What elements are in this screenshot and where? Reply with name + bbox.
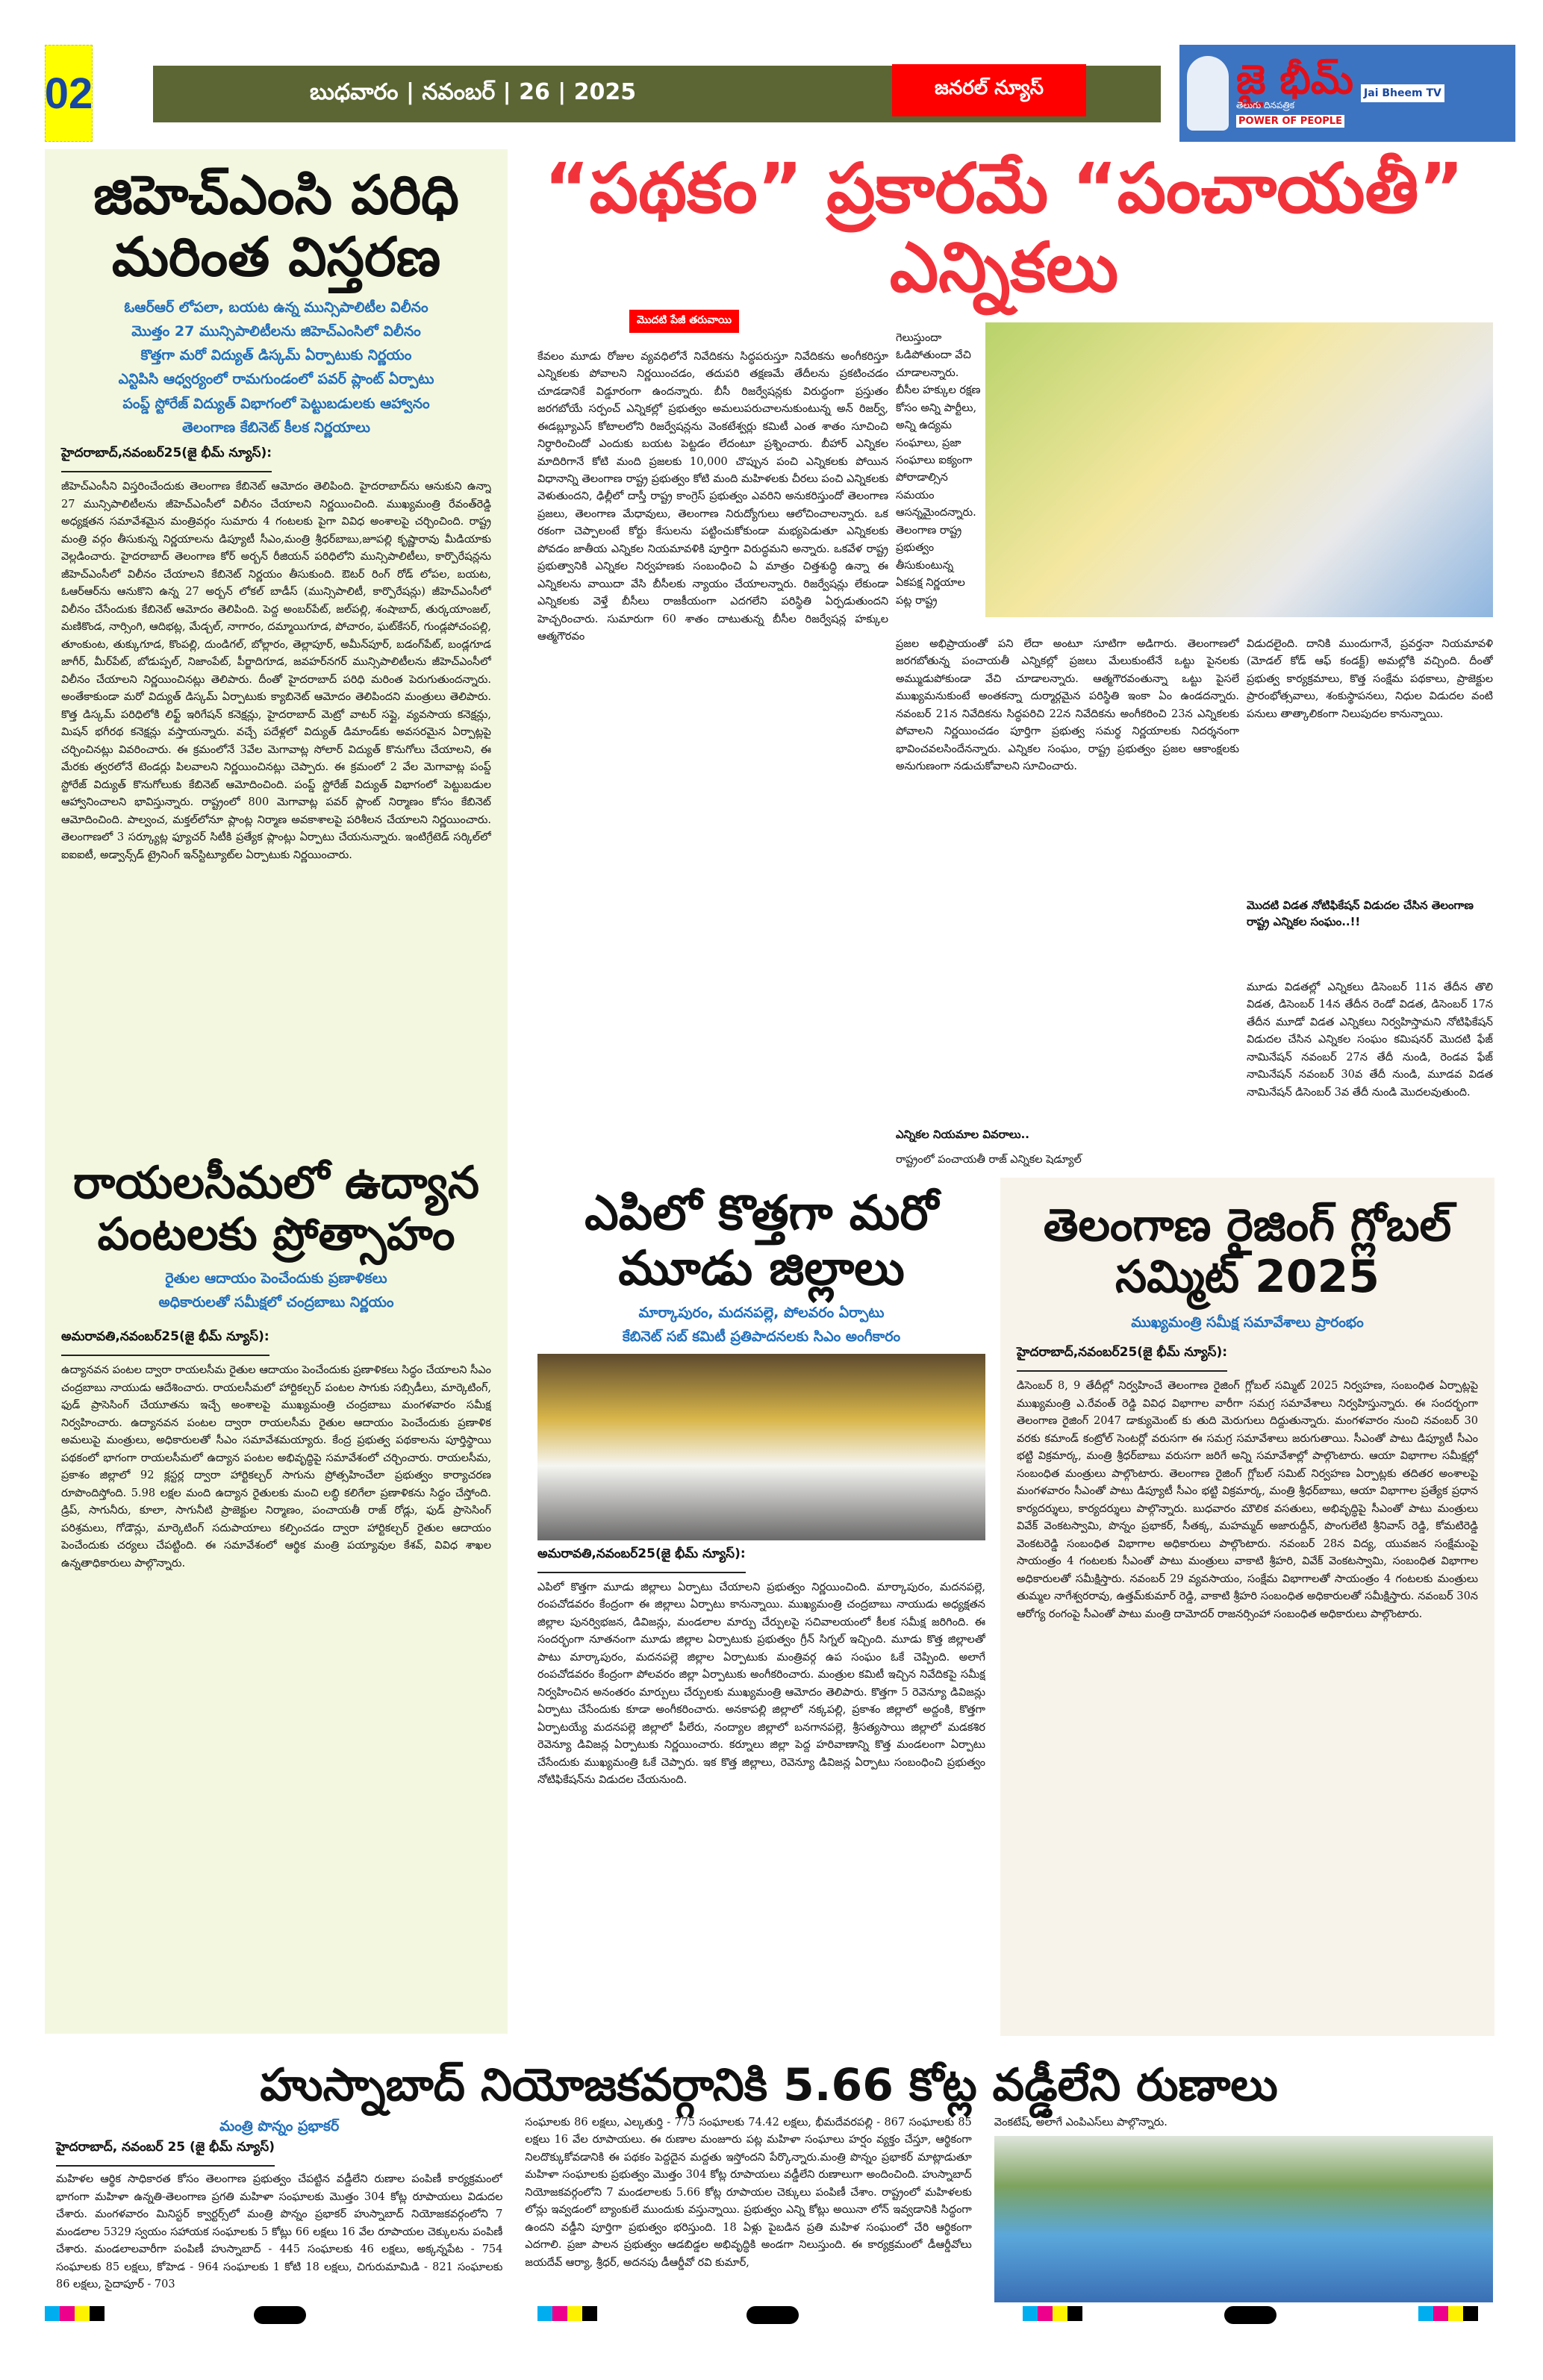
logo-sub: తెలుగు దినపత్రిక — [1236, 100, 1295, 110]
header-bar — [153, 66, 1161, 122]
loans-headline: హుస్నాబాద్ నియోజకవర్గానికి 5.66 కోట్ల వడ్డీలేని రుణాలు — [260, 2059, 1278, 2111]
rayalaseema-sub: రైతుల ఆదాయం పెంచేందుకు ప్రణాళికలు — [165, 1269, 387, 1287]
issue-date: బుధవారం | నవంబర్ | 26 | 2025 — [310, 79, 637, 105]
section-label: జనరల్ న్యూస్ — [892, 64, 1086, 116]
logo-tagline: POWER OF PEOPLE — [1236, 115, 1344, 128]
ghmc-dateline: హైదరాబాద్,నవంబర్25(జై భీమ్ న్యూస్): — [61, 446, 272, 472]
rayalaseema-sub: అధికారులతో సమీక్షలో చంద్రబాబు నిర్ణయం — [158, 1294, 394, 1311]
color-registration-marks — [1418, 2306, 1478, 2321]
ap-headline: ఎపిలో కొత్తగా మరో మూడు జిల్లాలు — [585, 1186, 938, 1296]
page-number: 02 — [45, 45, 93, 142]
shg-cheque-photo — [994, 2136, 1493, 2302]
lead-body: కేవలం మూడు రోజుల వ్యవధిలోనే నివేదికను సిద్ధపరుస్తూ నివేదికను అంగీకరిస్తూ ఎన్నికలకు పోవాలని నిర్ణయించడం, తదుపరి తక్షణమే తేదీలను ప్రకటించడం చూడడానికే విడ్డూరంగా ఉందన్నారు. బీసీ రిజర్వేషన్లకు విరుద్ధంగా ప్రస్తుతం జరగబోయే సర్పంచ్ ఎన్నికల్లో ప్రభుత్వం అమలుపరుచాలనుకుంటున్న అన్ రిజర్వ్, ఈడబ్ల్యూఎస్ కోటాలలోని రిజర్వేషన్లను వెంకటేశ్వర్లు కమిటీ ఎంత శాతం సూచించి నిర్ధారించిందో ఎందుకు బయట పెట్టడం లేదంటూ ప్రశ్నించారు. బీహార్ ఎన్నికల మాదిరిగానే కోటి మంది ప్రజలకు 10,000 చొప్పున పంచి ఎన్నికలకు పోయిన విధానాన్ని తెలంగాణ రాష్ట్ర ప్రభుత్వం కోటి మంది మహిళలకు చీరలు పంచి ఎన్నికలకు వెళుతుందని, ఢిల్లీలో దాస్తీ రాష్ట్ర కాంగ్రెస్ ప్రభుత్వం ఎవరిని అనుకరిస్తుందో తెలంగాణ ప్రజలు, తెలంగాణ మేధావులు, తెలంగాణ నిరుద్యోగులు ఆలోచించాలన్నారు. ఒక రకంగా చెప్పాలంటే కోర్టు కేసులను పట్టించుకోకుండా మభ్యపెడుతూ ఎన్నికలకు పోవడం జాతీయ ఎన్నికల నియమావళికి పూర్తిగా విరుద్ధమని అన్నారు. ఒకవేళ రాష్ట్ర ప్రభుత్వానికి ఎన్నికల నిర్వహణకు సంబంధించి ఏ మాత్రం చిత్తశుద్ధి ఉన్నా ఈ ఎన్నికలను వాయిదా వేసి బీసీలకు న్యాయం చేయాలన్నారు. రిజర్వేషన్లు లేకుండా ఎన్నికలకు వెళ్తే బీసీలు రాజకీయంగా ఎదగలేని పరిస్థితి ఏర్పడుతుందని హెచ్చరించారు. సుమారుగా 60 శాతం దాటుతున్న బీసీల రిజర్వేషన్ల హక్కుల ఆత్మగౌరవం — [537, 350, 888, 643]
continued-tag: మొదటి పేజీ తరువాయి — [629, 310, 739, 333]
lead-side: గెలుస్తుందా ఓడిపోతుందా వేచి చూడాలన్నారు. బీసీల హక్కుల రక్షణ కోసం అన్ని పార్టీలు, అన్ని ఉద్యమ సంఘాలు, ప్రజా సంఘాలు ఐక్యంగా పోరాడాల్సిన సమయం ఆసన్నమైందన్నారు. తెలంగాణ రాష్ట్ర ప్రభుత్వం తీసుకుంటున్న ఏకపక్ష నిర్ణయాల పట్ల రాష్ట్ర — [896, 331, 981, 607]
lead-right3: మూడు విడతల్లో ఎన్నికలు డిసెంబర్ 11న తేదీన తొలి విడత, డిసెంబర్ 14న తేదీన రెండో విడత, డిసెంబర్ 17న తేదీన మూడో విడత ఎన్నికలు నిర్వహిస్తామని నోటిఫికేషన్ విడుదల చేసిన ఎన్నికల సంఘం కమిషనర్ మొదటి ఫేజ్ నామినేషన్ నవంబర్ 27న తేదీ నుండి, రెండవ ఫేజ్ నామినేషన్ నవంబర్ 30వ తేదీ నుండి, మూడవ విడత నామినేషన్ డిసెంబర్ 3వ తేదీ నుండి మొదలవుతుంది. — [1247, 981, 1493, 1099]
color-registration-marks — [45, 2306, 105, 2321]
ap-dateline: అమరావతి,నవంబర్25(జై భీమ్ న్యూస్): — [537, 1546, 746, 1573]
logo-name: జై భీమ్ — [1236, 56, 1354, 103]
summit-dateline: హైదరాబాద్,నవంబర్25(జై భీమ్ న్యూస్): — [1017, 1345, 1227, 1372]
lead-right: ప్రజల అభిప్రాయంతో పని లేదా అంటూ సూటిగా అడిగారు. తెలంగాణలో జరగబోతున్న పంచాయతీ ఎన్నికల్లో ప్రజలు మేలుకుంటేనే ఒట్టు పైనలకు అమ్ముడుపోకుండా వేచి చూడాలన్నారు. ఆత్మగౌరవంతున్నా ఒట్టు పైసలే ముఖ్యమనుకుంటే అంతకన్నా దుర్మార్గమైన పరిస్థితి ఇంకా ఏం ఉండదన్నారు. నవంబర్ 21న నివేదికను సిద్ధపరిచి 22న నివేదికను అంగీకరించి 23న ఎన్నికలకు పోవాలని నిర్ణయించడం పూర్తిగా ప్రభుత్వ సమర్థ నిర్ణయాలకు నిదర్శనంగా భావించవలసిందేనన్నారు. ఎన్నికల సంఘం, రాష్ట్ర ప్రభుత్వం ప్రజల ఆకాంక్షలకు అనుగుణంగా నడుచుకోవాలని సూచించారు. — [896, 637, 1239, 772]
tv-logo: Jai Bheem TV — [1361, 84, 1444, 102]
registration-pill — [746, 2306, 799, 2324]
registration-pill — [1224, 2306, 1277, 2324]
lead-columns — [515, 307, 1493, 1172]
ghmc-body: జీహెచ్ఎంసీని విస్తరించేందుకు తెలంగాణ కేబినెట్ ఆమోదం తెలిపింది. హైదరాబాద్‌ను ఆనుకుని ఉన్నా 27 మున్సిపాలిటీలను జీహెచ్ఎంసీలో విలీనం చేయాలని నిర్ణయించింది. ముఖ్యమంత్రి రేవంత్‌రెడ్డి అధ్యక్షతన సమావేశమైన మంత్రివర్గం సుమారు 4 గంటలకు పైగా వివిధ అంశాలపై చర్చించింది. రాష్ట్ర మంత్రి వర్గం తీసుకున్న నిర్ణయాలను డిప్యూటీ సీఎం,మంత్రి శ్రీధర్‌బాబు,జూపల్లి కృష్ణారావు మీడియాకు వెల్లడించారు. హైదరాబాద్ తెలంగాణ కోర్ అర్బన్ రీజియన్ పరిధిలోని మున్సిపాలిటీలు, కార్పొరేషన్లను జీహెచ్ఎంసీలో విలీనం చేయాలని కేబినెట్ నిర్ణయం తీసుకుంది. ఔటర్ రింగ్ రోడ్ లోపల, బయట, ఓఆర్ఆర్‌ను ఆనుకొని ఉన్న 27 అర్బన్ లోకల్ బాడీస్ (మున్సిపాలిటీ, కార్పొరేషన్లు) జీహెచ్ఎంసీలో విలీనం చేసేందుకు కేబినెట్ ఆమోదం తెలిపింది. పెద్ద అంబర్‌పేట్, జల్‌పల్లి, శంషాబాద్, తుర్కయాంజల్, మణికొండ, నార్సింగి, ఆదిభట్ల, మేడ్చల్, నాగారం, దమ్మాయిగూడ, పోచారం, ఘట్‌కేసర్, గుండ్లపోచంపల్లి, తూంకుంట, తుక్కుగూడ, కొంపల్లి, దుండిగల్, బోల్లారం, తెల్లాపూర్, అమీన్‌పూర్, బడంగ్‌పేట్, బండ్లగూడ జాగీర్, మీర్‌పేట్, బోడుప్పల్, నిజాంపేట్, పీర్జాదిగూడ, జవహర్‌నగర్ మున్సిపాలిటీలను జీహెచ్ఎంసీలో విలీనం చేయాలని నిర్ణయించినట్లు తెలిపారు. దీంతో హైదరాబాద్ పరిధి మరింత పెరుగుతుందన్నారు. అంతేకాకుండా మరో విద్యుత్ డిస్కమ్ ఏర్పాటుకు క్యాబినెట్ ఆమోదం తెలిపిందని మంత్రులు తెలిపారు. కొత్త డిస్కమ్ పరిధిలోకి లిఫ్ట్ ఇరిగేషన్ కనెక్షన్లు, హైదరాబాద్ మెట్రో వాటర్ సప్లై, వ్యవసాయ కనెక్షన్లు, మిషన్ భగీరథ కనెక్షన్లు వస్తాయన్నారు. వచ్చే పదేళ్లలో విద్యుత్ డిమాండ్‌కు అవసరమైన ఏర్పాట్లపై చర్చించినట్లు వివరించారు. ఈ క్రమంలోనే 3వేల మెగావాట్ల సోలార్ విద్యుత్ కొనుగోలు చేయాలని, ఈ మేరకు త్వరలోనే టెండర్లు పిలవాలని నిర్ణయించినట్లు చెప్పారు. ఈ క్రమంలో 2 వేల మెగావాట్ల పంప్డ్ స్టోరేజ్ విద్యుత్ కొనుగోలుకు కేబినెట్ ఆమోదించింది. పంప్డ్ స్టోరేజ్ విద్యుత్ విభాగంలో పెట్టుబడుల ఆహ్వానించాలని భావిస్తున్నారు. రాష్ట్రంలో 800 మెగావాట్ల పవర్ ప్లాంట్ నిర్మాణం కోసం కేబినెట్ ఆమోదించింది. పాల్వంచ, మక్తల్‌లోనూ ప్లాంట్ల నిర్మాణ అవకాశాలపై పరిశీలన చేయాలని నిర్ణయించారు. తెలంగాణలో 3 సర్క్యూట్ల ఫ్యూచర్ సిటీకి ప్రత్యేక ప్లాంట్లు ఏర్పాటు చేయనున్నారు. ఇంటిగ్రేటెడ్ సర్కిల్‌లో ఐఐఐటీ, అడ్వాన్స్‌డ్ ట్రైనింగ్ ఇన్‌స్టిట్యూట్‌ల ఏర్పాటుకు నిర్ణయించారు. — [61, 481, 491, 861]
color-registration-marks — [537, 2306, 597, 2321]
portrait-icon — [1187, 56, 1229, 131]
panchayat-illustration — [985, 322, 1493, 617]
ghmc-sub: మొత్తం 27 మున్సిపాలిటీలను జిహెచ్ఎంసిలో విలీనం — [131, 322, 421, 340]
registration-pill — [254, 2306, 306, 2324]
summit-sub: ముఖ్యమంత్రి సమీక్ష సమావేశాలు ప్రారంభం — [1131, 1314, 1364, 1331]
ghmc-sub: కొత్తగా మరో విద్యుత్ డిస్కమ్ ఏర్పాటుకు నిర్ణయం — [140, 347, 412, 364]
summit-body: డిసెంబర్ 8, 9 తేదీల్లో నిర్వహించే తెలంగాణ రైజింగ్ గ్లోబల్ సమ్మిట్ 2025 నిర్వహణ, సంబంధిత ఏర్పాట్లపై ముఖ్యమంత్రి ఎ.రేవంత్ రెడ్డి వివిధ విభాగాల వారీగా సమగ్ర సమావేశాలు నిర్వహిస్తున్నారు. ఈ సందర్భంగా తెలంగాణ రైజింగ్ 2047 డాక్యుమెంట్‌ కు తుది మెరుగులు దిద్దుతున్నారు. మంగళవారం నుంచి నవంబర్ 30 వరకు కమాండ్ కంట్రోల్ సెంటర్లో వరుసగా ఈ సమగ్ర సమావేశాలు జరుగుతాయి. సీఎంతో పాటు డిప్యూటీ సీఎం భట్టి విక్రమార్క, మంత్రి శ్రీధర్‌బాబు వరుసగా జరిగే అన్ని సమావేశాల్లో పాల్గొంటారు. ఆయా విభాగాల సమీక్షల్లో సంబంధిత మంత్రులు పాల్గొంటారు. తెలంగాణ రైజింగ్ గ్లోబల్ సమిట్ నిర్వహణ ఏర్పాట్లకు తదితర అంశాలపై మంగళవారం సీఎంతో పాటు డిప్యూటీ సీఎం భట్టి విక్రమార్క, మంత్రి శ్రీధర్‌బాబు, ఆయా విభాగాల ప్రత్యేక ప్రధాన కార్యదర్శులు, కార్యదర్శులు పాల్గొన్నారు. బుధవారం మౌలిక వసతులు, అభివృద్ధిపై సీఎంతో పాటు మంత్రులు వివేక్ వెంకటస్వామి, పొన్నం ప్రభాకర్, సీతక్క, మహమ్మద్ అజారుద్దీన్, పొంగులేటి శ్రీనివాస్ రెడ్డి, కోమటిరెడ్డి వెంకటరెడ్డి సంబంధిత విభాగాల అధికారులు పాల్గొంటారు. నవంబర్ 28న విద్య, యువజన సంక్షేమంపై సాయంత్రం 4 గంటలకు సీఎంతో పాటు మంత్రులు వాకాటి శ్రీహరి, వివేక్ వెంకటస్వామి, సంబంధిత విభాగాల అధికారులతో సమీక్షిస్తారు. నవంబర్ 29 వ్యవసాయం, సంక్షేమ విభాగాలతో సాయంత్రం 4 గంటలకు మంత్రులు తుమ్మల నాగేశ్వరరావు, ఉత్తమ్‌కుమార్ రెడ్డి, వాకాటి శ్రీహరి సంబంధిత అధికారులతో సమీక్షిస్తారు. నవంబర్ 30న ఆరోగ్య రంగంపై సీఎంతో పాటు మంత్రి దామోదర్ రాజనర్సింహా సంబంధిత అధికారులు పాల్గొంటారు. — [1017, 1380, 1478, 1620]
lead-sub-body: రాష్ట్రంలో పంచాయతీ రాజ్ ఎన్నికల షెడ్యూల్ — [896, 1153, 1082, 1166]
rayalaseema-dateline: అమరావతి,నవంబర్25(జై భీమ్ న్యూస్): — [61, 1329, 269, 1356]
ghmc-sub: ఓఆర్ఆర్ లోపలా, బయట ఉన్న మున్సిపాలిటీల విలీనం — [124, 299, 428, 316]
lead-story — [515, 149, 1493, 1172]
color-registration-marks — [1023, 2306, 1082, 2321]
ap-body: ఎపిలో కొత్తగా మూడు జిల్లాలు ఏర్పాటు చేయాలని ప్రభుత్వం నిర్ణయించింది. మార్కాపురం, మదనపల్లె, రంపచోడవరం కేంద్రంగా ఈ జిల్లాలు ఏర్పాటు కానున్నాయి. ముఖ్యమంత్రి చంద్రబాబు నాయుడు అధ్యక్షతన జిల్లాల పునర్విభజన, డివిజన్లు, మండలాల మార్పు చేర్పులపై సచివాలయంలో కీలక సమీక్ష జరిగింది. ఈ సందర్భంగా నూతనంగా మూడు జిల్లాల ఏర్పాటుకు ప్రభుత్వం గ్రీన్ సిగ్నల్ ఇచ్చింది. మూడు కొత్త జిల్లాలతో పాటు మార్కాపురం, మదనపల్లె జిల్లాల ఏర్పాటుకు మంత్రివర్గ ఉప సంఘం ఓకే చెప్పింది. అలాగే రంపచోడవరం కేంద్రంగా పోలవరం జిల్లా ఏర్పాటుకు అంగీకరించారు. మంత్రుల కమిటీ ఇచ్చిన నివేదికపై సమీక్ష నిర్వహించిన అనంతరం మార్పులు చేర్పులకు ముఖ్యమంత్రి ఆమోదం తెలిపారు. కొత్తగా 5 రెవెన్యూ డివిజన్లు ఏర్పాటు చేసేందుకు కూడా అంగీకరించారు. అనకాపల్లి జిల్లాలో నక్కపల్లి, ప్రకాశం జిల్లాలో అద్దంకి, కొత్తగా ఏర్పాటయ్యే మదనపల్లె జిల్లాలో పీలేరు, నంద్యాల జిల్లాలో బనగానపల్లె, శ్రీసత్యసాయి జిల్లాలో మడకశిర రెవెన్యూ డివిజన్ల ఏర్పాటుకు నిర్ణయించారు. కర్నూలు జిల్లా పెద్ద హరివాణాన్ని కొత్త మండలంగా ఏర్పాటు చేసేందుకు ముఖ్యమంత్రి ఓకే చెప్పారు. ఇక కొత్త జిల్లాలు, రెవెన్యూ డివిజన్ల ఏర్పాటు సంబంధించి ప్రభుత్వం నోటిఫికేషన్‌ను విడుదల చేయనుంది. — [537, 1581, 985, 1787]
ap-sub: మార్కాపురం, మదనపల్లె, పోలవరం ఏర్పాటు — [638, 1305, 885, 1322]
loans-story — [45, 2060, 1493, 2302]
rayalaseema-headline: రాయలసీమలో ఉద్యాన పంటలకు ప్రోత్సాహం — [72, 1156, 480, 1261]
summit-headline: తెలంగాణ రైజింగ్ గ్లోబల్ సమ్మిట్ 2025 — [1043, 1199, 1452, 1303]
ap-sub: కేబినెట్ సబ్ కమిటీ ప్రతిపాదనలకు సిఎం అంగీకారం — [622, 1328, 901, 1346]
lead-right2: విడుదలైంది. దానికి ముందుగానే, ప్రవర్తనా నియమావళి (మోడల్ కోడ్ ఆఫ్ కండక్ట్) అమల్లోకి వచ్చింది. దీంతో ప్రభుత్వ కార్యక్రమాలు, కొత్త సంక్షేమ పథకాలు, ప్రాజెక్టుల ప్రారంభోత్సవాలు, శంకుస్థాపనలు, నిధుల విడుదల వంటి పనులు తాత్కాలికంగా నిలుపుదల కానున్నాయి. — [1247, 637, 1493, 720]
ghmc-headline: జిహెచ్ఎంసి పరిధి మరింత విస్తరణ — [93, 163, 459, 288]
summit-box — [1000, 1178, 1494, 2036]
ghmc-sub: తెలంగాణ కేబినెట్ కీలక నిర్ణయాలు — [182, 419, 370, 437]
left-column — [45, 149, 508, 2034]
loans-col3: వెంకటేష్, అలాగే ఎంపిఎస్‌లు పాల్గొన్నారు. — [994, 2117, 1168, 2128]
lead-headline: “పథకం” ప్రకారమే “పంచాయతీ” ఎన్నికలు — [544, 149, 1464, 307]
cabinet-meeting-photo — [537, 1354, 985, 1540]
loans-dateline: హైదరాబాద్, నవంబర్ 25 (జై భీమ్ న్యూస్) — [56, 2140, 275, 2167]
loans-col1: మహిళల ఆర్థిక సాధికారత కోసం తెలంగాణ ప్రభుత్వం చేపట్టిన వడ్డీలేని రుణాల పంపిణీ కార్యక్రమంలో భాగంగా మహిళా ఉన్నతి-తెలంగాణ ప్రగతి మహిళా సంఘాలకు మొత్తం 304 కోట్ల రూపాయలు విడుదల చేశారు. మంగళవారం మినిస్టర్ క్వార్టర్స్‌లో మంత్రి పొన్నం ప్రభాకర్ హుస్నాబాద్ నియోజకవర్గంలోని 7 మండలాల 5329 స్వయం సహాయక సంఘాలకు 5 కోట్లు 66 లక్షలు 16 వేల రూపాయల చెక్కులను పంపిణీ చేశారు. మండలాలవారీగా పంపిణీ హుస్నాబాద్ - 445 సంఘాలకు 46 లక్షలు, అక్కన్నపేట - 754 సంఘాలకు 85 లక్షలు, కోహెడ - 964 సంఘాలకు 1 కోటి 18 లక్షలు, చిగురుమామిడి - 821 సంఘాలకు 86 లక్షలు, సైదాపూర్ - 703 — [56, 2173, 503, 2291]
lead-subhead2: మొదటి విడత నోటిఫికేషన్ విడుదల చేసిన తెలంగాణ రాష్ట్ర ఎన్నికల సంఘం..!! — [1247, 898, 1474, 929]
masthead-logo — [1179, 45, 1515, 142]
ghmc-sub: ఎన్టిపిసి ఆధ్వర్యంలో రామగుండంలో పవర్ ప్లాంట్ ఏర్పాటు — [118, 371, 434, 388]
loans-col2: సంఘాలకు 86 లక్షలు, ఎల్కతుర్తి - 775 సంఘాలకు 74.42 లక్షలు, భీమదేవరపల్లి - 867 సంఘాలకు 85 లక్షలు 16 వేల రూపాయలు. ఈ రుణాల మంజూరు పట్ల మహిళా సంఘాలు హర్షం వ్యక్తం చేస్తూ, ఆర్థికంగా నిలదొక్కుకోవడానికి ఈ పథకం పెద్దదైన మద్దతు ఇస్తోందని పేర్కొన్నారు.మంత్రి పొన్నం ప్రభాకర్ మాట్లాడుతూ మహిళా సంఘాలకు ప్రభుత్వం మొత్తం 304 కోట్ల రూపాయలు వడ్డీలేని రుణాలుగా అందించింది. హుస్నాబాద్ నియోజకవర్గంలోని 7 మండలాలకు 5.66 కోట్ల రూపాయల చెక్కులు పంపిణీ చేశాం. రాష్ట్రంలో మహిళలకు లోన్లు ఇవ్వడంలో బ్యాంకులే ముందుకు వస్తున్నాయి. ప్రభుత్వం ఎన్ని కోట్లు అయినా లోన్ ఇవ్వడానికి సిద్ధంగా ఉందని వడ్డీని పూర్తిగా ప్రభుత్వం భరిస్తుంది. 18 ఏళ్లు పైబడిన ప్రతి మహిళ సంఘంలో చేరి ఆర్థికంగా ఎదగాలి. ప్రజా పాలన ప్రభుత్వం ఆడబిడ్డల అభివృద్ధికి అండగా నిలుస్తుంది. ఈ కార్యక్రమంలో డీఆర్డీవోలు జయదేవ్ ఆర్యా, శ్రీధర్, అదనపు డీఆర్డీవో రవి కుమార్, — [525, 2117, 972, 2269]
loans-byline: మంత్రి పొన్నం ప్రభాకర్ — [219, 2118, 340, 2134]
lead-subhead: ఎన్నికల నియమాల వివరాలు.. — [896, 1128, 1029, 1141]
ap-story — [523, 1187, 1000, 2037]
rayalaseema-body: ఉద్యానవన పంటల ద్వారా రాయలసీమ రైతుల ఆదాయం పెంచేందుకు ప్రణాళికలు సిద్ధం చేయాలని సీఎం చంద్రబాబు నాయుడు ఆదేశించారు. రాయలసీమలో హార్టికల్చర్ పంటల సాగుకు సబ్సిడీలు, మార్కెటింగ్, ఫుడ్ ప్రాసెసింగ్ చేయూతను ఇచ్చే అంశాలపై ముఖ్యమంత్రి చంద్రబాబు మంగళవారం సమీక్ష నిర్వహించారు. ఉద్యానవన పంటల ద్వారా రాయలసీమ రైతుల ఆదాయం పెంచేందుకు ప్రణాళిక అమలుపై మంత్రులు, అధికారులతో సీఎం సమావేశమయ్యారు. కేంద్ర ప్రభుత్వ పథకాలను పూర్తిస్థాయి పథకంలో భాగంగా రాయలసీమలో ఉద్యాన పంటల అభివృద్ధిపై సమావేశంలో చర్చించారు. రాయలసీమ, ప్రకాశం జిల్లాలో 92 క్లస్టర్ల ద్వారా హార్టికల్చర్ సాగును ప్రోత్సహించేలా ప్రభుత్వం కార్యాచరణ రూపొందిస్తోంది. 5.98 లక్షల మంది ఉద్యాన రైతులకు మంచి లబ్ధి కలిగేలా ప్రణాళికను సిద్ధం చేస్తోంది. డ్రిప్, సాగునీరు, కూలా, సాగునీటి ప్రాజెక్టుల నిర్మాణం, పంచాయతీ రాజ్ రోడ్లు, ఫుడ్ ప్రాసెసింగ్ పరిశ్రమలు, గోడౌన్లు, మార్కెటింగ్ సదుపాయాలు కల్పించడం ద్వారా హార్టికల్చర్ రైతుల ఆదాయం పెంచేందుకు చర్యలు చేపట్టింది. ఈ సమావేశంలో ఆర్థిక మంత్రి పయ్యావుల కేశవ్, వివిధ శాఖల ఉన్నతాధికారులు పాల్గొన్నారు. — [61, 1364, 491, 1570]
ghmc-sub: పంప్డ్ స్టోరేజ్ విద్యుత్ విభాగంలో పెట్టుబడులకు ఆహ్వానం — [122, 395, 430, 412]
